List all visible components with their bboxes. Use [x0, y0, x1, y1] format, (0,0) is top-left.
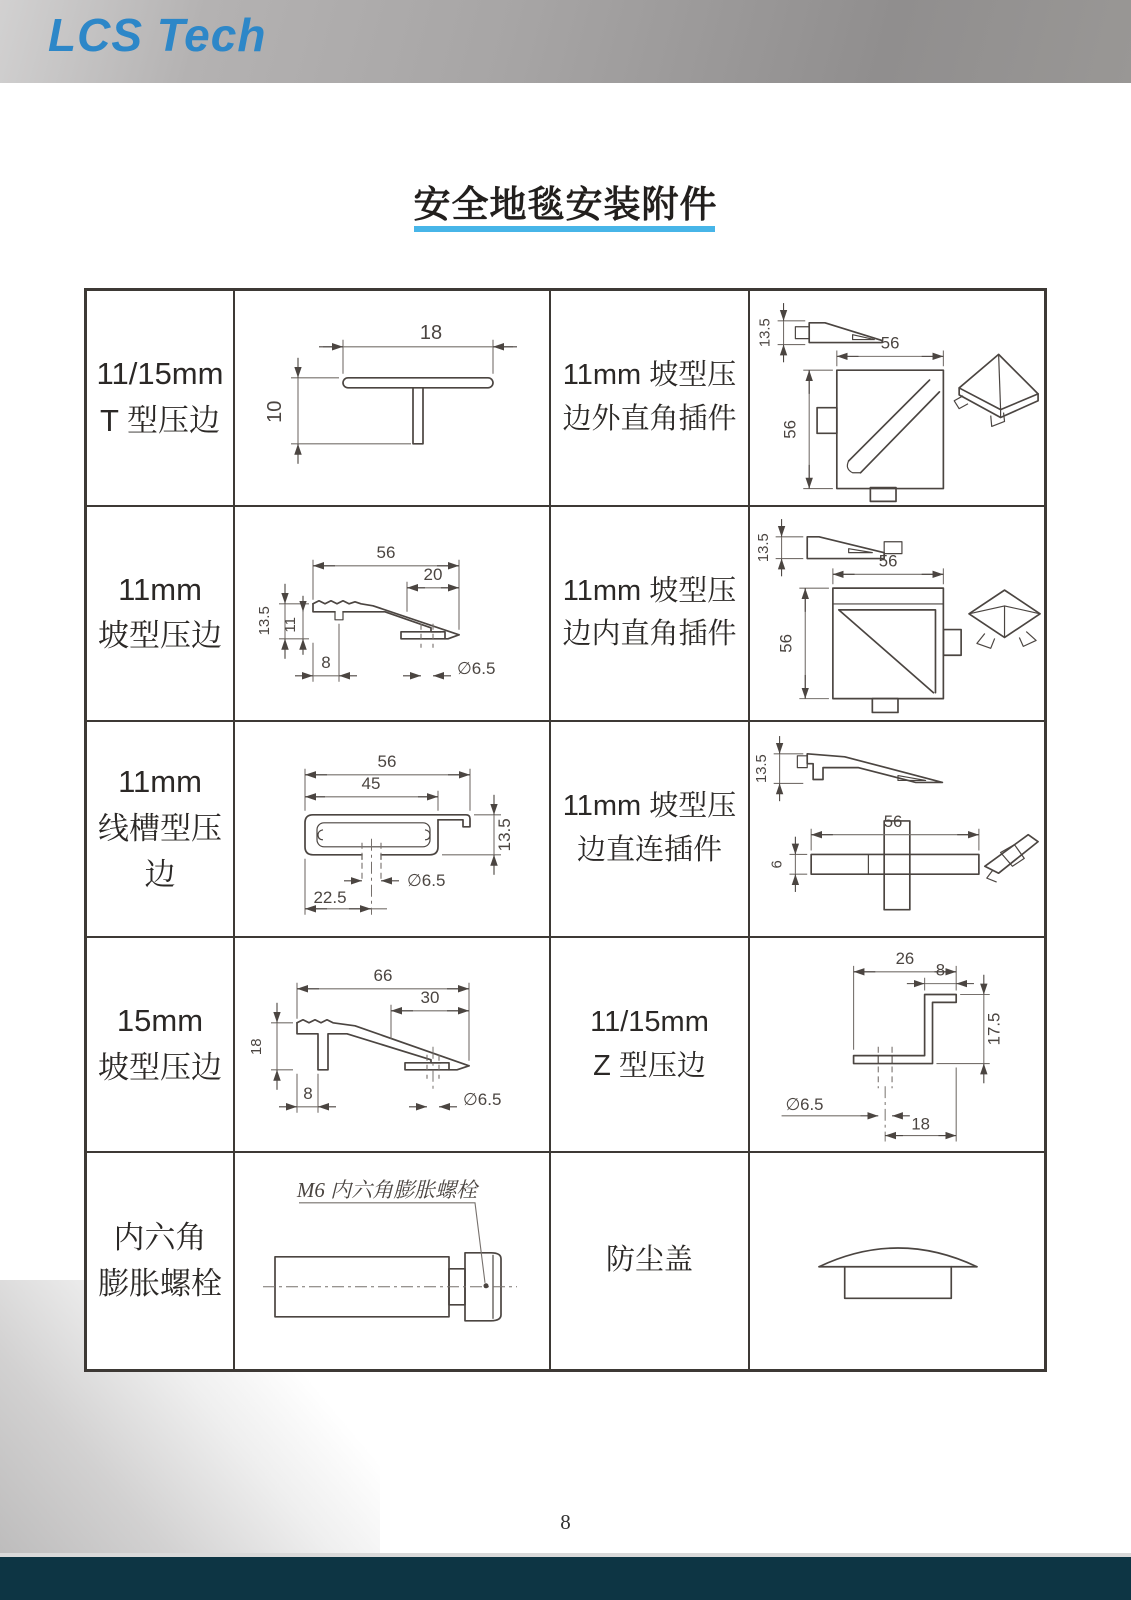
- label-line: T 型压边: [99, 402, 220, 438]
- dim-label: 56: [376, 542, 396, 562]
- dim-label: 18: [419, 321, 443, 344]
- label-line: 膨胀螺栓: [98, 1266, 222, 1302]
- drawing-cell-z-profile: [750, 938, 1044, 1154]
- outer-corner-diagram: [750, 291, 1044, 505]
- label-line: 15mm: [116, 1003, 204, 1039]
- footer-bar: [0, 1557, 1131, 1600]
- label-line: 11mm: [118, 571, 202, 607]
- drawing-cell-ramp-15: [235, 938, 551, 1154]
- label-cell-connector: [551, 722, 750, 938]
- label-line: 11/15mm: [590, 1006, 709, 1039]
- drawing-cell-channel: [235, 722, 551, 938]
- dim-label: 8: [935, 960, 946, 980]
- dim-label: 66: [373, 965, 393, 985]
- label-line: 11mm 坡型压: [562, 359, 737, 392]
- label-cell-inner-corner: [551, 507, 750, 723]
- expansion-bolt-diagram: [235, 1153, 549, 1369]
- label-line: 坡型压边: [98, 1049, 222, 1085]
- dim-label: 13.5: [495, 818, 514, 852]
- label-cell-outer-corner: [551, 291, 750, 507]
- label-cell-ramp-11: [87, 507, 235, 723]
- dim-label: 8: [303, 1083, 313, 1103]
- page-header: [0, 0, 1131, 83]
- label-line: 内六角: [113, 1219, 207, 1255]
- dim-label: ∅6.5: [785, 1094, 824, 1114]
- label-cell-dust-cap: [551, 1153, 750, 1369]
- drawing-cell-dust-cap: [750, 1153, 1044, 1369]
- ramp-11-diagram: [235, 507, 549, 721]
- ramp-15-diagram: [235, 938, 549, 1152]
- label-cell-t-profile: [87, 291, 235, 507]
- accessories-table: [84, 288, 1047, 1372]
- label-cell-bolt: [87, 1153, 235, 1369]
- dim-label: 18: [911, 1114, 931, 1134]
- label-line: 坡型压边: [98, 618, 222, 654]
- label-cell-channel: [87, 722, 235, 938]
- drawing-cell-outer-corner: [750, 291, 1044, 507]
- dim-label: 13.5: [256, 605, 273, 635]
- dim-label: 30: [420, 987, 440, 1007]
- label-line: 边直连插件: [576, 833, 722, 866]
- drawing-cell-inner-corner: [750, 507, 1044, 723]
- drawing-cell-connector: [750, 722, 1044, 938]
- drawing-cell-t-profile: [235, 291, 551, 507]
- label-line: Z 型压边: [593, 1049, 706, 1082]
- dim-label: 17.5: [984, 1012, 1004, 1046]
- dim-label: 56: [776, 633, 796, 653]
- label-line: 边外直角插件: [562, 402, 737, 435]
- dust-cap-diagram: [750, 1153, 1044, 1369]
- dim-label: 18: [248, 1038, 265, 1055]
- page-number: 8: [560, 1510, 571, 1534]
- dim-label: 45: [361, 773, 381, 793]
- label-line: 11mm 坡型压: [562, 574, 737, 607]
- dim-label: 56: [878, 551, 898, 571]
- label-line: 线槽型压边: [98, 810, 222, 893]
- dim-label: 20: [423, 564, 443, 584]
- inner-corner-diagram: [750, 507, 1044, 721]
- label-line: 11mm 坡型压: [562, 790, 737, 823]
- z-profile-diagram: [750, 938, 1044, 1152]
- dim-label: ∅6.5: [407, 870, 446, 890]
- label-line: 防尘盖: [605, 1244, 693, 1277]
- label-line: 11mm: [118, 764, 202, 800]
- dim-label: 10: [264, 400, 286, 423]
- dim-label: 13.5: [753, 754, 770, 784]
- label-cell-z-profile: [551, 938, 750, 1154]
- title-underline: [414, 226, 715, 232]
- dim-label: 26: [895, 948, 915, 968]
- dim-label: 56: [880, 333, 900, 353]
- label-line: 11/15mm: [96, 356, 224, 392]
- dim-label: 8: [321, 652, 331, 672]
- dim-label: 22.5: [313, 887, 347, 907]
- dim-label: ∅6.5: [457, 658, 496, 678]
- dim-label: 11: [282, 616, 299, 633]
- dim-label: 13.5: [755, 532, 772, 562]
- dim-label: ∅6.5: [463, 1089, 502, 1109]
- dim-label: 56: [883, 812, 903, 832]
- channel-diagram: [235, 722, 549, 936]
- connector-diagram: [750, 722, 1044, 936]
- brand-logo: LCS Tech: [48, 9, 267, 61]
- label-cell-ramp-15: [87, 938, 235, 1154]
- label-line: 边内直角插件: [562, 618, 737, 651]
- drawing-cell-ramp-11: [235, 507, 551, 723]
- dim-label: 6: [769, 860, 786, 869]
- dim-label: 56: [780, 420, 800, 439]
- page-title: 安全地毯安装附件: [413, 184, 718, 225]
- dim-label: 13.5: [757, 318, 774, 348]
- drawing-cell-bolt: [235, 1153, 551, 1369]
- bolt-callout-label: M6 内六角膨胀螺栓: [296, 1178, 478, 1203]
- t-profile-diagram: [235, 291, 549, 505]
- dim-label: 56: [377, 751, 397, 771]
